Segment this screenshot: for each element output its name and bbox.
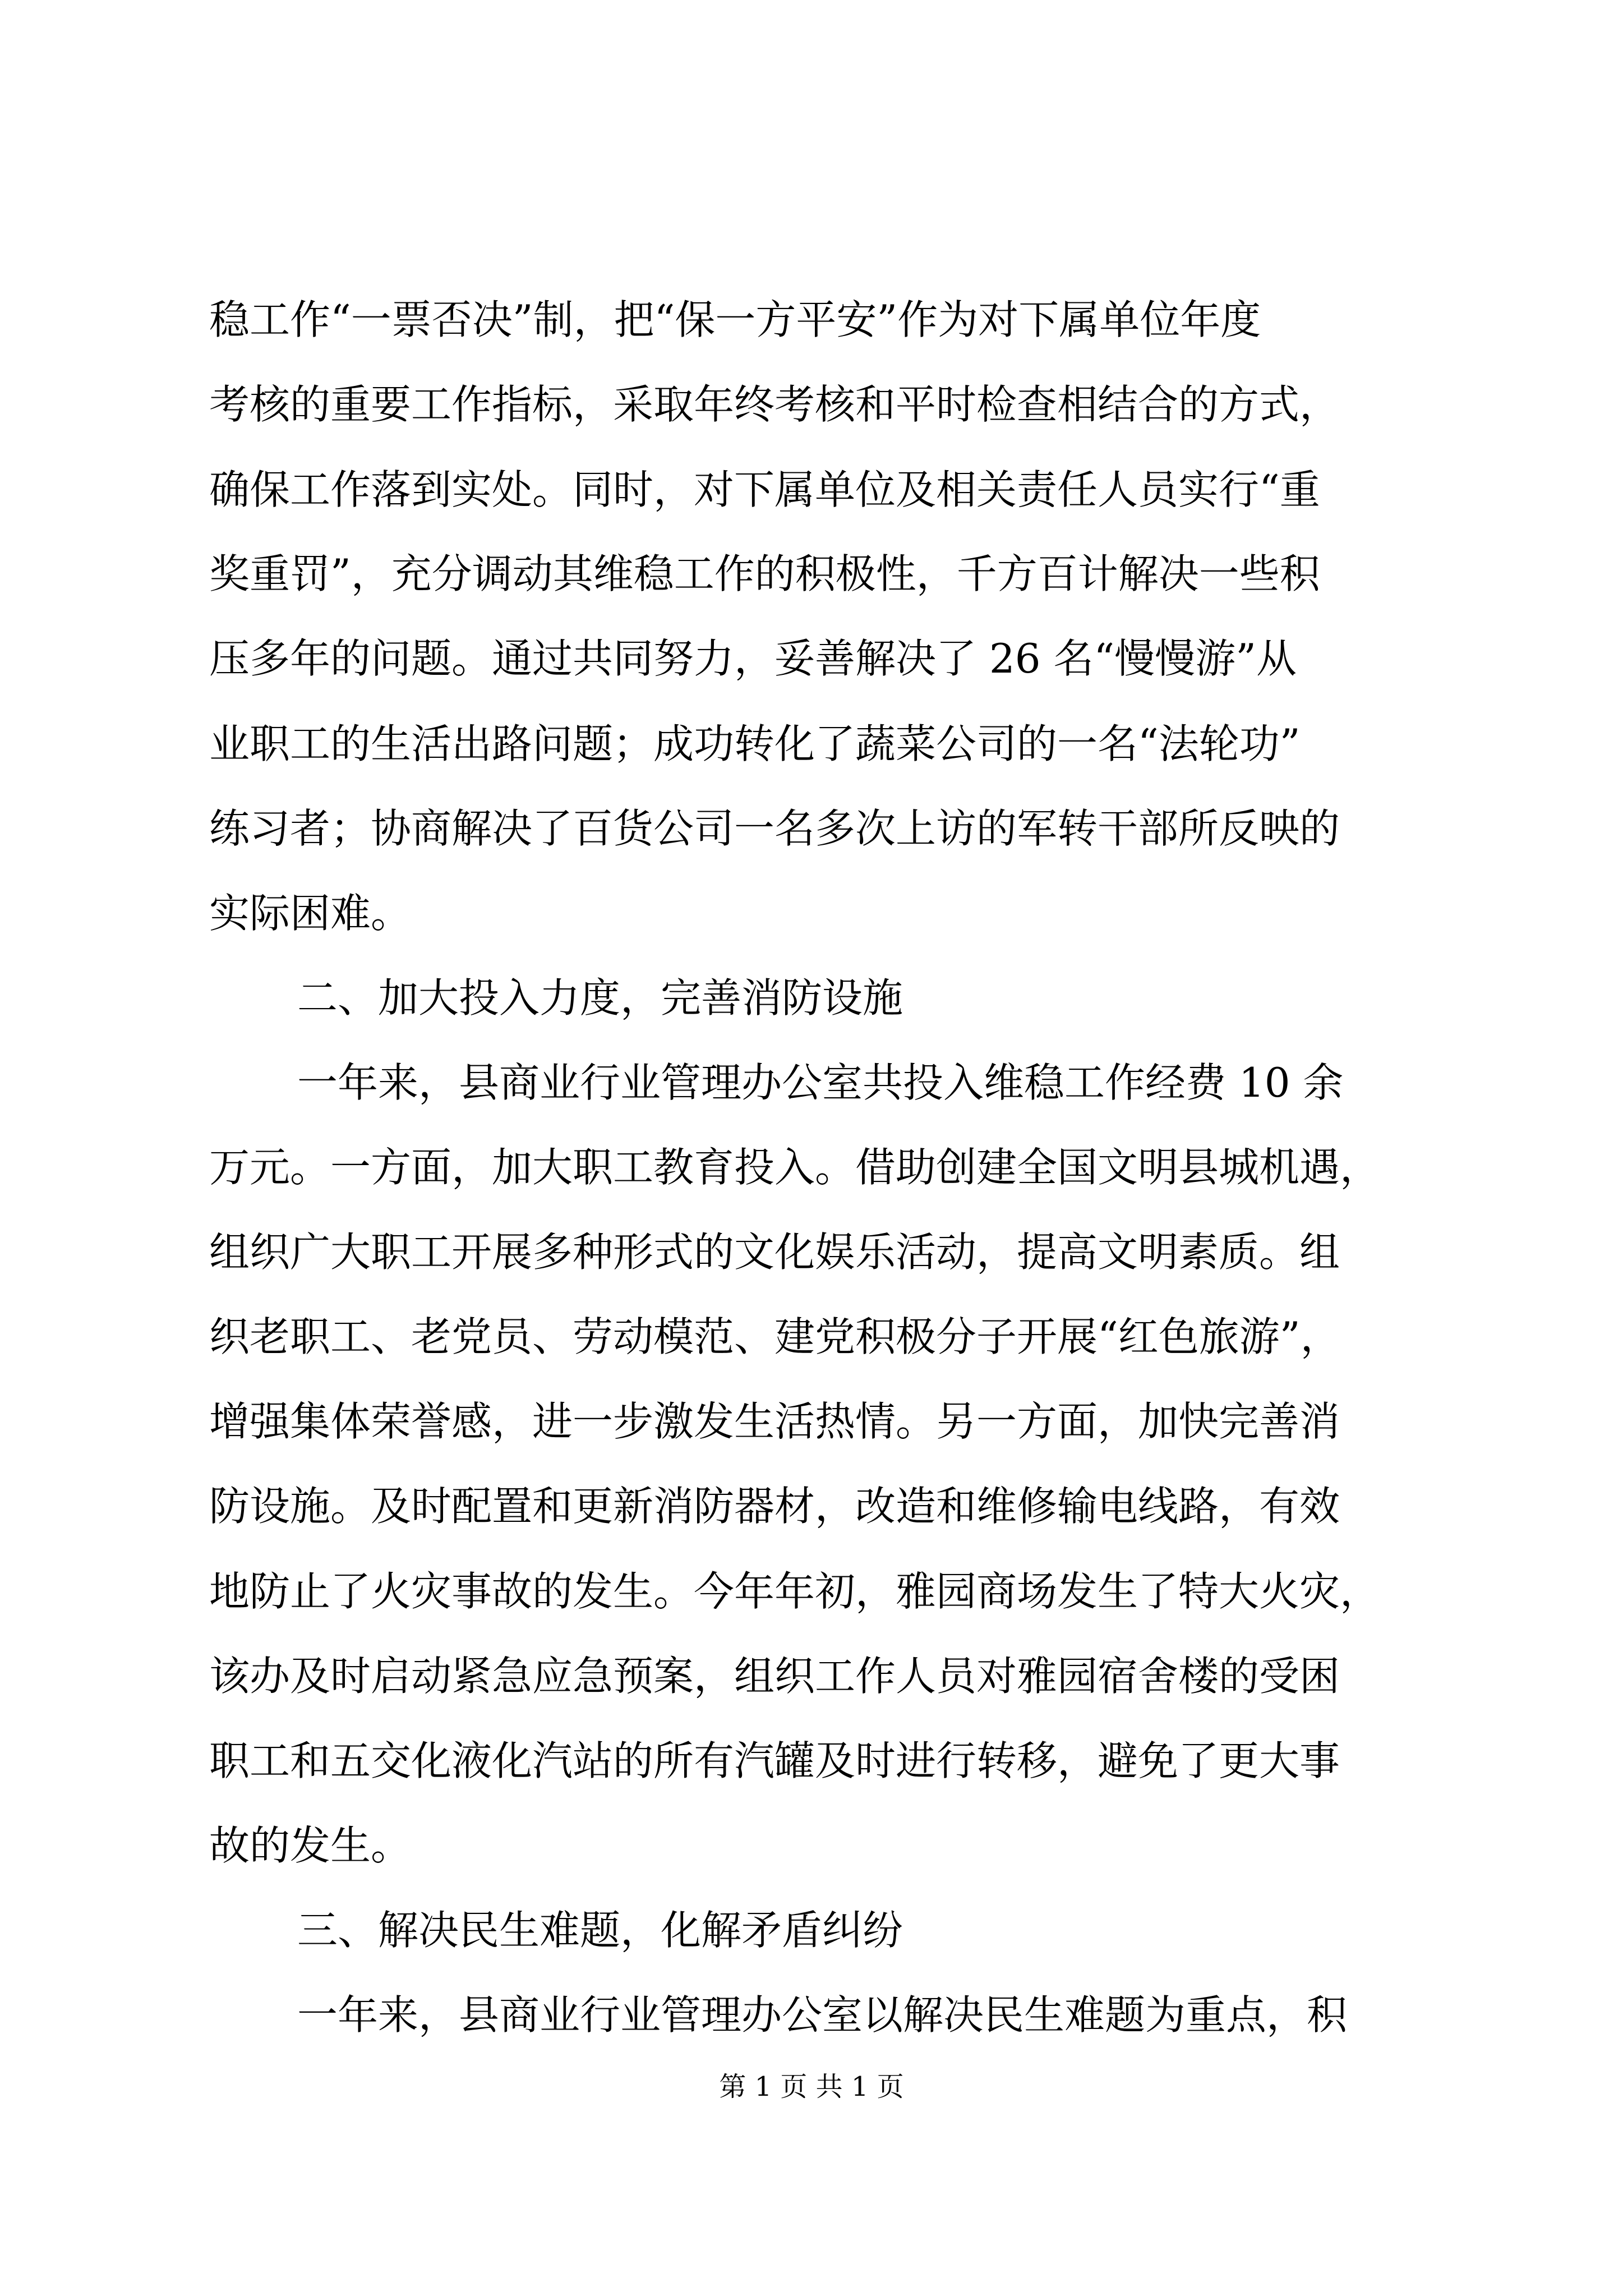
text-line: 织老职工、老党员、劳动模范、建党积极分子开展“红色旅游”， [209, 1313, 1341, 1360]
page-footer: 第 1 页 共 1 页 [719, 2071, 904, 2102]
text-line: 一年来，县商业行业管理办公室以解决民生难题为重点，积 [297, 1991, 1348, 2039]
text-line: 考核的重要工作指标，采取年终考核和平时检查相结合的方式， [209, 381, 1340, 428]
section-heading: 三、解决民生难题，化解矛盾纠纷 [297, 1907, 903, 1954]
text-line: 一年来，县商业行业管理办公室共投入维稳工作经费 10 余 [297, 1059, 1344, 1106]
text-line: 该办及时启动紧急应急预案，组织工作人员对雅园宿舍楼的受困 [209, 1653, 1340, 1700]
text-line: 练习者；协商解决了百货公司一名多次上访的军转干部所反映的 [209, 805, 1340, 852]
text-line: 实际困难。 [209, 890, 412, 937]
text-line: 地防止了火灾事故的发生。今年年初，雅园商场发生了特大火灾， [209, 1568, 1381, 1615]
text-line: 增强集体荣誉感，进一步激发生活热情。另一方面，加快完善消 [209, 1398, 1340, 1445]
text-line: 故的发生。 [209, 1822, 412, 1869]
text-line: 业职工的生活出路问题；成功转化了蔬菜公司的一名“法轮功” [209, 720, 1301, 767]
text-line: 压多年的问题。通过共同努力，妥善解决了 26 名“慢慢游”从 [209, 635, 1297, 682]
text-line: 确保工作落到实处。同时，对下属单位及相关责任人员实行“重 [209, 466, 1320, 513]
text-line: 防设施。及时配置和更新消防器材，改造和维修输电线路，有效 [209, 1483, 1340, 1530]
section-heading: 二、加大投入力度，完善消防设施 [297, 974, 903, 1022]
text-line: 奖重罚”，充分调动其维稳工作的积极性，千方百计解决一些积 [209, 550, 1320, 597]
text-line: 职工和五交化液化汽站的所有汽罐及时进行转移，避免了更大事 [209, 1737, 1340, 1784]
text-line: 万元。一方面，加大职工教育投入。借助创建全国文明县城机遇， [209, 1144, 1381, 1191]
text-line: 组织广大职工开展多种形式的文化娱乐活动，提高文明素质。组 [209, 1228, 1340, 1276]
text-line: 稳工作“一票否决”制，把“保一方平安”作为对下属单位年度 [209, 296, 1261, 343]
